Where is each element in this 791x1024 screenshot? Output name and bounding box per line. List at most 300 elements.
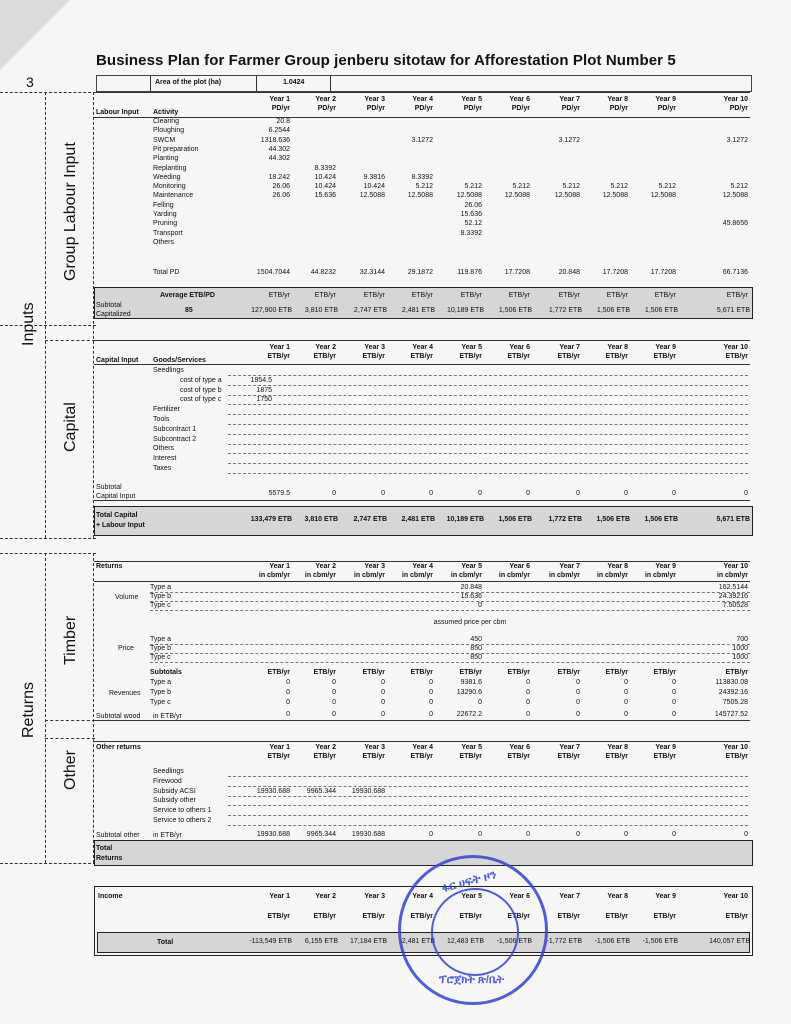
price-y10-cell: 700 <box>736 636 748 643</box>
year-header: Year 6 <box>509 96 530 103</box>
revenue-cell: 0 <box>381 699 385 706</box>
labour-cell: 12.5088 <box>407 192 433 200</box>
price-y10-cell: 1000 <box>732 645 748 652</box>
other-cell: 19930.688 <box>351 787 385 795</box>
timber-etb-unit: ETB/yr <box>557 669 580 676</box>
year-unit: PD/yr <box>729 105 748 112</box>
labour-subtotal-cell: 1,506 ETB <box>596 307 630 314</box>
year-header: Year 10 <box>723 744 748 751</box>
year-unit: PD/yr <box>317 105 336 112</box>
year-header: Year 3 <box>364 893 385 900</box>
year-unit: in cbm/yr <box>353 572 385 579</box>
other-item-label: Subsidy other <box>153 797 196 805</box>
year-unit: ETB/yr <box>725 753 748 760</box>
capital-total-cell: 1,506 ETB <box>498 516 532 523</box>
year-unit: ETB/yr <box>725 913 748 920</box>
revenue-cell: 0 <box>526 689 530 696</box>
year-unit: ETB/yr <box>605 353 628 360</box>
labour-total-cell: 32.3144 <box>359 269 385 276</box>
year-header: Year 8 <box>607 344 628 351</box>
income-total-cell: 140,057 ETB <box>709 938 750 945</box>
revenue-cell: 24392.16 <box>718 689 748 696</box>
labour-cell: 3.1272 <box>726 136 748 144</box>
timber-subtotal-cell: 0 <box>381 711 385 718</box>
labour-activity-label: Others <box>153 238 175 246</box>
year-unit: ETB/yr <box>459 753 482 760</box>
price-type-label: Type b <box>150 645 172 652</box>
folded-corner <box>0 0 70 70</box>
year-unit: ETB/yr <box>653 913 676 920</box>
labour-cell: 12.5088 <box>504 192 530 200</box>
capital-total-cell: 10,189 ETB <box>446 516 484 523</box>
other-subtotal-cell: 0 <box>429 831 433 838</box>
labour-cell: 26.06 <box>272 183 290 191</box>
capital-cell: 1954.5 <box>250 376 272 384</box>
volume-y10-cell: 162.5144 <box>718 584 748 591</box>
other-header: Other returns <box>96 744 141 751</box>
year-header: Year 8 <box>607 96 628 103</box>
labour-activity-label: Ploughing <box>153 127 185 135</box>
labour-cell: 8.3392 <box>411 173 433 181</box>
labour-header: Labour Input <box>96 109 139 116</box>
year-unit: ETB/yr <box>605 753 628 760</box>
year-header: Year 6 <box>509 744 530 751</box>
labour-subtotal-cell: 127,900 ETB <box>251 307 292 314</box>
revenue-cell: 0 <box>332 689 336 696</box>
year-header: Year 2 <box>315 96 336 103</box>
labour-subtotal-cell: 2,747 ETB <box>353 307 387 314</box>
capital-item-label: Others <box>153 445 175 453</box>
labour-cell: 12.5088 <box>650 192 676 200</box>
labour-subtotal-cell: 3,810 ETB <box>304 307 338 314</box>
labour-activity-label: Transport <box>153 229 183 237</box>
labour-etb-unit: ETB/yr <box>606 292 628 299</box>
labour-cell: 18.242 <box>268 173 290 181</box>
year-unit: ETB/yr <box>557 913 580 920</box>
year-unit: ETB/yr <box>313 913 336 920</box>
labour-etb-unit: ETB/yr <box>268 292 290 299</box>
page-title: Business Plan for Farmer Group jenberu sitotaw for Afforestation Plot Number 5 <box>96 52 676 69</box>
capital-subtotal-cell: 0 <box>526 490 530 497</box>
labour-cell: 8.3392 <box>314 164 336 172</box>
year-header: Year 9 <box>655 344 676 351</box>
revenue-cell: 0 <box>429 679 433 686</box>
labour-cell: 5.212 <box>562 183 580 191</box>
year-header: Year 10 <box>723 96 748 103</box>
labour-cell: 3.1272 <box>411 136 433 144</box>
labour-cell: 26.06 <box>464 201 482 209</box>
volume-y10-cell: 7.50528 <box>722 602 748 609</box>
area-label: Area of the plot (ha) <box>155 79 222 86</box>
labour-cell: 5.212 <box>415 183 433 191</box>
labour-subtotal-cell: 2,481 ETB <box>401 307 435 314</box>
labour-subtotal-label: Subtotal <box>96 302 122 309</box>
other-subtotal-cell: 19930.688 <box>351 831 385 838</box>
avg-etb-label: Average ETB/PD <box>160 292 215 299</box>
other-subtotal-cell: 0 <box>672 831 676 838</box>
year-header: Year 10 <box>723 563 748 570</box>
labour-subtotal-cell: 1,506 ETB <box>644 307 678 314</box>
year-header: Year 8 <box>607 744 628 751</box>
revenue-cell: 0 <box>576 699 580 706</box>
labour-cell: 15.636 <box>314 192 336 200</box>
year-header: Year 5 <box>461 96 482 103</box>
labour-subtotal-cell: 1,772 ETB <box>548 307 582 314</box>
labour-total-cell: 1504.7044 <box>256 269 290 276</box>
other-subtotal-cell: 9965.344 <box>306 831 336 838</box>
year-header: Year 7 <box>559 563 580 570</box>
revenue-cell: 0 <box>672 679 676 686</box>
capital-total-cell: 1,506 ETB <box>596 516 630 523</box>
year-unit: ETB/yr <box>557 753 580 760</box>
year-unit: ETB/yr <box>459 353 482 360</box>
volume-y5-cell: 20.848 <box>460 584 482 591</box>
revenue-cell: 0 <box>332 699 336 706</box>
capital-item-label: Subcontract 2 <box>153 435 197 443</box>
year-unit: ETB/yr <box>362 753 385 760</box>
labour-etb-unit: ETB/yr <box>558 292 580 299</box>
year-header: Year 8 <box>607 563 628 570</box>
labour-cell: 3.1272 <box>558 136 580 144</box>
revenue-cell: 13290.6 <box>456 689 482 696</box>
capital-cell: 1875 <box>256 386 272 394</box>
other-subtotal-cell: 0 <box>744 831 748 838</box>
labour-activity-label: Clearing <box>153 118 180 125</box>
year-unit: ETB/yr <box>313 753 336 760</box>
year-unit: ETB/yr <box>410 353 433 360</box>
stamp-inner-ring <box>431 888 519 976</box>
revenue-type-label: Type c <box>150 699 171 706</box>
labour-cell: 12.5088 <box>456 192 482 200</box>
revenue-cell: 0 <box>478 699 482 706</box>
capital-total-label: Total Capital <box>96 512 138 519</box>
revenues-label: Revenues <box>109 690 141 697</box>
volume-y5-cell: 15.636 <box>460 593 482 600</box>
returns-total-label: Total <box>96 845 113 852</box>
timber-etb-unit: ETB/yr <box>459 669 482 676</box>
revenue-cell: 0 <box>286 679 290 686</box>
capital-cell: 1750 <box>256 396 272 404</box>
year-unit: in cbm/yr <box>304 572 336 579</box>
labour-activity-label: Yarding <box>153 211 177 218</box>
year-unit: PD/yr <box>414 105 433 112</box>
labour-total-cell: 20.848 <box>558 269 580 276</box>
side-label-group-labour: Group Labour Input <box>62 142 79 281</box>
timber-subtotal-cell: 145727.52 <box>714 711 748 718</box>
year-header: Year 3 <box>364 344 385 351</box>
labour-etb-unit: ETB/yr <box>654 292 676 299</box>
labour-activity-label: Monitoring <box>153 183 186 191</box>
year-unit: PD/yr <box>561 105 580 112</box>
side-label-timber: Timber <box>62 615 79 665</box>
labour-etb-unit: ETB/yr <box>460 292 482 299</box>
volume-type-label: Type c <box>150 602 171 609</box>
revenue-cell: 0 <box>381 679 385 686</box>
year-header: Year 7 <box>559 893 580 900</box>
capital-total-cell: 2,481 ETB <box>401 516 435 523</box>
volume-label: Volume <box>115 594 139 601</box>
revenue-cell: 0 <box>286 689 290 696</box>
revenue-cell: 113830.08 <box>715 679 748 686</box>
timber-etb-unit: ETB/yr <box>725 669 748 676</box>
timber-etb-unit: ETB/yr <box>362 669 385 676</box>
revenue-cell: 0 <box>672 699 676 706</box>
side-label-returns: Returns <box>20 681 37 738</box>
price-type-label: Type a <box>150 636 172 643</box>
timber-subtotal-cell: 0 <box>624 711 628 718</box>
capital-total-cell: 133,479 ETB <box>250 516 292 523</box>
year-header: Year 4 <box>412 563 433 570</box>
year-header: Year 9 <box>655 893 676 900</box>
income-total-cell: 6,155 ETB <box>304 938 338 945</box>
year-unit: ETB/yr <box>267 753 290 760</box>
year-unit: ETB/yr <box>362 913 385 920</box>
timber-etb-unit: ETB/yr <box>313 669 336 676</box>
year-header: Year 7 <box>559 744 580 751</box>
labour-cell: 12.5088 <box>554 192 580 200</box>
timber-subtotal-cell: 22672.2 <box>456 711 482 718</box>
year-header: Year 1 <box>269 96 290 103</box>
capital-total-cell: 3,810 ETB <box>304 516 338 523</box>
timber-subtotal-label: Subtotal wood <box>96 713 141 720</box>
price-y5-cell: 850 <box>470 645 482 652</box>
capital-item-label: Seedlings <box>153 367 184 374</box>
capital-subtotal-label-2: Capital Input <box>96 493 136 500</box>
capital-subtotal-cell: 0 <box>744 490 748 497</box>
labour-cell: 44.302 <box>268 145 290 153</box>
year-header: Year 10 <box>723 344 748 351</box>
revenue-cell: 0 <box>672 689 676 696</box>
year-header: Year 1 <box>269 344 290 351</box>
timber-etb-unit: ETB/yr <box>605 669 628 676</box>
capital-item-label: Taxes <box>153 465 172 472</box>
labour-total-cell: 66.7136 <box>722 269 748 276</box>
price-y5-cell: 850 <box>470 654 482 661</box>
revenue-cell: 0 <box>624 689 628 696</box>
other-item-label: Service to others 1 <box>153 807 212 815</box>
side-label-other: Other <box>62 749 79 790</box>
capital-item-label: Tools <box>153 416 170 423</box>
stamp-top-text: ፋር ሀፍት ዞን <box>440 866 498 896</box>
other-subtotal-cell: 0 <box>526 831 530 838</box>
capital-subtotal-cell: 0 <box>381 490 385 497</box>
side-label-inputs: Inputs <box>20 302 37 346</box>
year-header: Year 10 <box>723 893 748 900</box>
labour-total-cell: 29.1872 <box>407 269 433 276</box>
year-unit: ETB/yr <box>653 353 676 360</box>
revenue-cell: 0 <box>526 679 530 686</box>
price-label: Price <box>118 645 134 652</box>
income-total-cell: -113,549 ETB <box>249 938 292 945</box>
revenue-cell: 0 <box>576 689 580 696</box>
revenue-type-label: Type b <box>150 689 172 696</box>
year-unit: ETB/yr <box>267 913 290 920</box>
labour-activity-label: Felling <box>153 201 174 209</box>
labour-etb-unit: ETB/yr <box>726 292 748 299</box>
year-unit: ETB/yr <box>410 913 433 920</box>
year-header: Year 8 <box>607 893 628 900</box>
year-header: Year 9 <box>655 744 676 751</box>
timber-etb-unit: ETB/yr <box>267 669 290 676</box>
timber-subtotal-cell: 0 <box>672 711 676 718</box>
labour-total-cell: 119.876 <box>457 269 482 276</box>
year-header: Year 1 <box>269 893 290 900</box>
capital-subtotal-cell: 5579.5 <box>268 490 290 497</box>
year-header: Year 2 <box>315 344 336 351</box>
year-header: Year 2 <box>315 744 336 751</box>
other-subtotal-cell: 0 <box>624 831 628 838</box>
labour-cell: 12.5088 <box>602 192 628 200</box>
price-y5-cell: 450 <box>470 636 482 643</box>
labour-cell: 5.212 <box>464 183 482 191</box>
year-header: Year 4 <box>412 893 433 900</box>
labour-cell: 8.3392 <box>460 229 482 237</box>
labour-cell: 6.2544 <box>268 127 290 135</box>
timber-etb-unit: ETB/yr <box>507 669 530 676</box>
price-y10-cell: 1000 <box>732 654 748 661</box>
labour-cell: 1318.636 <box>260 136 290 144</box>
revenue-cell: 0 <box>624 679 628 686</box>
official-stamp <box>398 855 548 1005</box>
year-header: Year 7 <box>559 344 580 351</box>
labour-total-cell: 44.8232 <box>310 269 336 276</box>
labour-subtotal-cell: 5,671 ETB <box>716 307 750 314</box>
year-header: Year 4 <box>412 344 433 351</box>
labour-activity-label: Maintenance <box>153 192 194 200</box>
labour-cell: 5.212 <box>658 183 676 191</box>
labour-subtotal-cell: 1,506 ETB <box>498 307 532 314</box>
capital-item-label: Fertilizer <box>153 406 180 414</box>
volume-y10-cell: 24.39216 <box>718 593 748 600</box>
labour-activity-label: Pit preparation <box>153 145 199 153</box>
labour-total-label: Total PD <box>153 269 180 276</box>
income-total-cell: -2,481 ETB <box>399 938 435 945</box>
year-header: Year 9 <box>655 96 676 103</box>
revenue-cell: 0 <box>429 699 433 706</box>
labour-etb-unit: ETB/yr <box>363 292 385 299</box>
revenue-cell: 0 <box>624 699 628 706</box>
labour-etb-unit: ETB/yr <box>314 292 336 299</box>
volume-type-label: Type a <box>150 584 172 591</box>
timber-subtotal-cell: 0 <box>332 711 336 718</box>
year-unit: in cbm/yr <box>596 572 628 579</box>
income-total-cell: -1,506 ETB <box>642 938 678 945</box>
year-unit: ETB/yr <box>725 353 748 360</box>
year-unit: PD/yr <box>511 105 530 112</box>
income-header: Income <box>98 893 123 900</box>
capital-total-cell: 1,772 ETB <box>548 516 582 523</box>
other-item-label: Seedlings <box>153 768 184 775</box>
year-header: Year 1 <box>269 744 290 751</box>
income-total-cell: 17,184 ETB <box>350 938 387 945</box>
capital-subtotal-cell: 0 <box>478 490 482 497</box>
income-total-cell: 12,483 ETB <box>447 938 484 945</box>
year-header: Year 9 <box>655 563 676 570</box>
timber-subtotal-unit: in ETB/yr <box>153 713 182 720</box>
capital-item-label: Subcontract 1 <box>153 425 197 433</box>
year-header: Year 5 <box>461 893 482 900</box>
year-unit: ETB/yr <box>410 753 433 760</box>
income-total-cell: -1,506 ETB <box>496 938 532 945</box>
timber-etb-unit: ETB/yr <box>410 669 433 676</box>
capital-total-cell: 2,747 ETB <box>353 516 387 523</box>
revenue-type-label: Type a <box>150 679 172 686</box>
capital-goods-header: Goods/Services <box>153 357 206 364</box>
labour-subtotal-cell: 10,189 ETB <box>447 307 484 314</box>
year-unit: in cbm/yr <box>644 572 676 579</box>
labour-cell: 12.5088 <box>359 192 385 200</box>
year-unit: in cbm/yr <box>450 572 482 579</box>
side-label-capital: Capital <box>62 402 79 452</box>
area-value: 1.0424 <box>283 79 305 86</box>
volume-y5-cell: 0 <box>478 602 482 609</box>
labour-capitalized-label: Capitalized <box>96 311 131 318</box>
capital-total-cell: 1,506 ETB <box>644 516 678 523</box>
labour-activity-label: Pruning <box>153 220 178 228</box>
labour-cell: 10.424 <box>314 183 336 191</box>
page-number: 3 <box>26 74 34 90</box>
assumed-price-label: assumed price per cbm <box>433 619 507 626</box>
labour-cell: 5.212 <box>610 183 628 191</box>
year-header: Year 6 <box>509 344 530 351</box>
labour-etb-unit: ETB/yr <box>411 292 433 299</box>
capital-subtotal-cell: 0 <box>332 490 336 497</box>
revenue-cell: 0 <box>576 679 580 686</box>
labour-etb-unit: ETB/yr <box>508 292 530 299</box>
year-unit: in cbm/yr <box>498 572 530 579</box>
year-header: Year 2 <box>315 893 336 900</box>
year-header: Year 4 <box>412 744 433 751</box>
timber-etb-unit: ETB/yr <box>653 669 676 676</box>
labour-activity-label: Planting <box>153 155 179 163</box>
year-header: Year 3 <box>364 744 385 751</box>
timber-subtotal-cell: 0 <box>526 711 530 718</box>
year-unit: ETB/yr <box>507 353 530 360</box>
capital-header: Capital Input <box>96 357 139 364</box>
year-header: Year 6 <box>509 893 530 900</box>
returns-total-band <box>94 840 753 866</box>
other-item-label: Subsidy ACSI <box>153 787 196 795</box>
timber-subtotal-cell: 0 <box>286 711 290 718</box>
income-total-cell: -1,772 ETB <box>546 938 582 945</box>
revenue-cell: 0 <box>429 689 433 696</box>
year-unit: ETB/yr <box>459 913 482 920</box>
year-unit: ETB/yr <box>313 353 336 360</box>
year-unit: in cbm/yr <box>401 572 433 579</box>
capital-subtotal-cell: 0 <box>624 490 628 497</box>
labour-cell: 9.3816 <box>363 173 385 181</box>
other-item-label: Firewood <box>153 777 182 785</box>
labour-cell: 15.636 <box>460 211 482 218</box>
capital-item-label: Interest <box>153 455 177 463</box>
labour-cell: 52.12 <box>464 220 482 228</box>
timber-header: Returns <box>96 563 123 570</box>
year-header: Year 3 <box>364 563 385 570</box>
revenue-cell: 9381.6 <box>460 679 482 686</box>
year-unit: ETB/yr <box>507 753 530 760</box>
other-subtotal-cell: 0 <box>478 831 482 838</box>
revenue-cell: 0 <box>332 679 336 686</box>
labour-cell: 10.424 <box>314 173 336 181</box>
stamp-bottom-text: ፕሮጀክት ጽ/ቤት <box>439 974 504 986</box>
timber-subtotal-cell: 0 <box>576 711 580 718</box>
year-header: Year 5 <box>461 744 482 751</box>
revenue-cell: 0 <box>381 689 385 696</box>
labour-activity-header: Activity <box>153 109 179 116</box>
labour-activity-label: Replanting <box>153 164 187 172</box>
year-unit: ETB/yr <box>557 353 580 360</box>
labour-cell: 5.212 <box>730 183 748 191</box>
